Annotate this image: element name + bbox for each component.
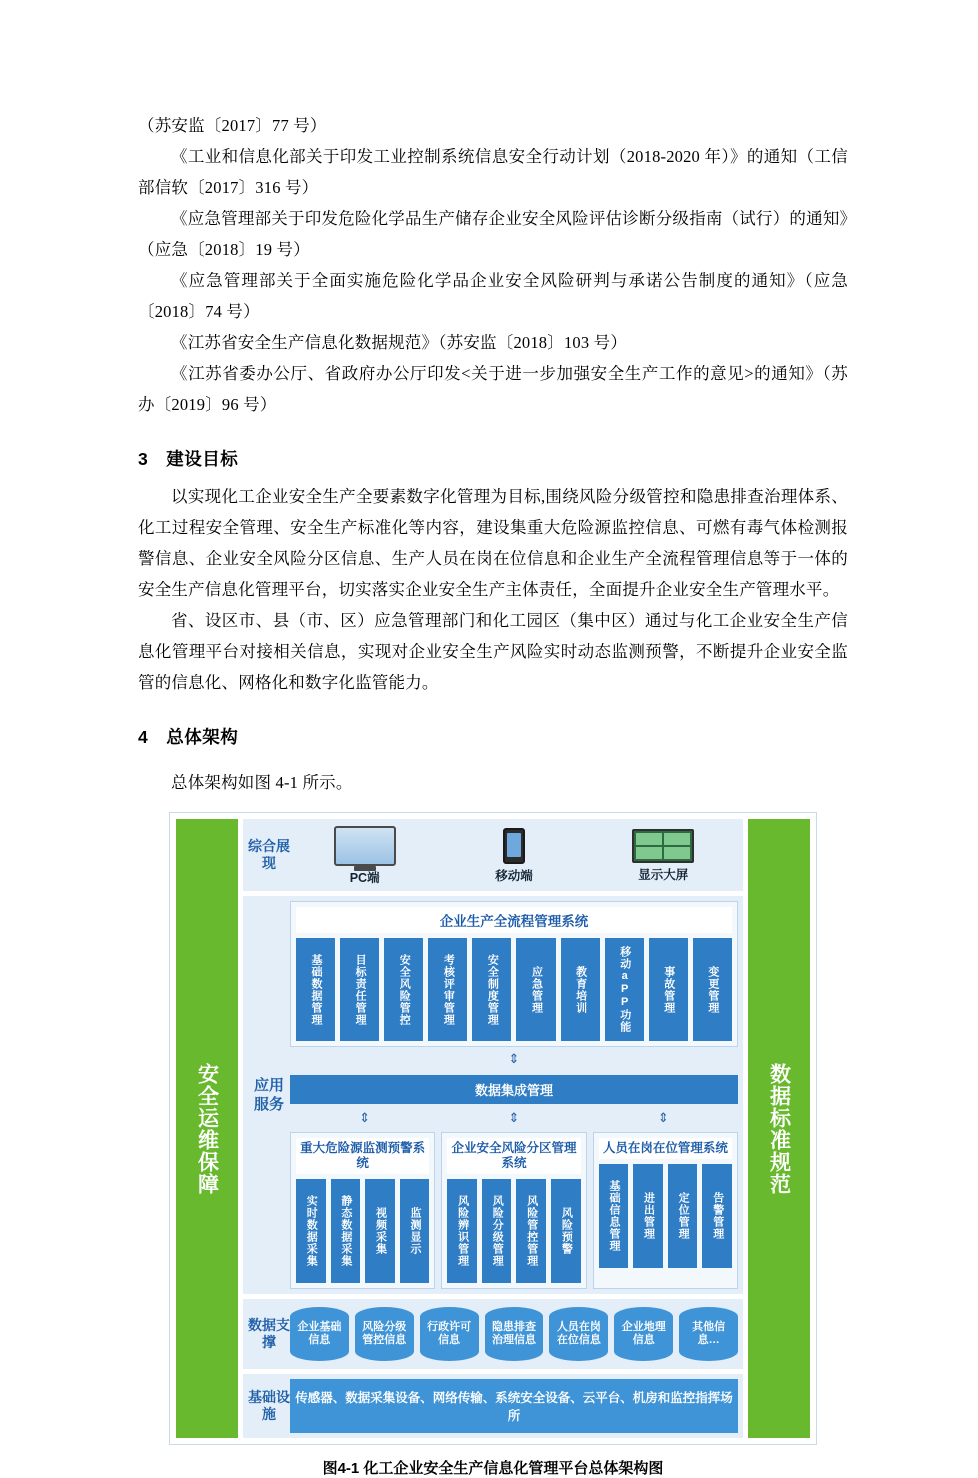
row-comprehensive-display bbox=[243, 819, 743, 891]
panel-title-personnel: 人员在岗在位管理系统 bbox=[599, 1138, 732, 1159]
data-other[interactable]: 其他信息… bbox=[679, 1307, 738, 1361]
module-risk-grading[interactable]: 风险分级管理 bbox=[482, 1179, 512, 1283]
module-video-collection[interactable]: 视频采集 bbox=[365, 1179, 395, 1283]
figure-caption: 图4-1 化工企业安全生产信息化管理平台总体架构图 bbox=[322, 1460, 664, 1477]
panel-title-risk-zone: 企业安全风险分区管理系统 bbox=[447, 1138, 580, 1174]
module-target-responsibility[interactable]: 目标责任管理 bbox=[340, 938, 379, 1041]
row-label-application: 应用服务 bbox=[253, 1077, 284, 1113]
module-realtime-data-collection[interactable]: 实时数据采集 bbox=[296, 1179, 326, 1283]
module-change[interactable]: 变更管理 bbox=[693, 938, 732, 1041]
display-caption-pc: PC端 bbox=[349, 871, 380, 885]
module-risk-control[interactable]: 安全风险管控 bbox=[384, 938, 423, 1041]
integration-bar: 数据集成管理 bbox=[290, 1075, 738, 1104]
module-risk-control-mgmt[interactable]: 风险管控管理 bbox=[516, 1179, 546, 1283]
right-band-data-standards: 数据标准规范 bbox=[748, 819, 810, 1438]
module-basic-data[interactable]: 基础数据管理 bbox=[296, 938, 335, 1041]
panel-risk-zone-management bbox=[441, 1132, 586, 1289]
mobile-phone-icon bbox=[503, 828, 525, 864]
row-data-support bbox=[243, 1299, 743, 1369]
row-label-display: 综合展现 bbox=[248, 838, 290, 871]
up-down-arrow-icon-2: ⇕ bbox=[508, 1110, 520, 1126]
row-infrastructure bbox=[243, 1374, 743, 1438]
up-down-arrow-icon-1: ⇕ bbox=[359, 1110, 371, 1126]
module-safety-system[interactable]: 安全制度管理 bbox=[472, 938, 511, 1041]
diagram-center-column bbox=[238, 819, 748, 1438]
section-title-3: 建设目标 bbox=[166, 449, 239, 469]
display-item-mobile bbox=[454, 828, 574, 884]
row-label-data-support: 数据支撑 bbox=[248, 1317, 290, 1350]
module-accident[interactable]: 事故管理 bbox=[649, 938, 688, 1041]
reference-line-2: 《工业和信息化部关于印发工业控制系统信息安全行动计划（2018-2020 年）》的通知（工信部信软〔2017〕316 号） bbox=[138, 147, 848, 197]
display-item-pc bbox=[305, 826, 425, 886]
display-caption-mobile: 移动端 bbox=[495, 869, 533, 883]
arrow-up-down-top bbox=[290, 1053, 738, 1069]
row-label-infrastructure: 基础设施 bbox=[248, 1389, 290, 1422]
reference-line-3: 《应急管理部关于印发危险化学品生产储存企业安全风险评估诊断分级指南（试行）的通知》（应急〔2018〕19 号） bbox=[138, 209, 848, 259]
module-personnel-basic-info[interactable]: 基础信息管理 bbox=[599, 1164, 629, 1268]
data-personnel-on-duty[interactable]: 人员在岗在位信息 bbox=[549, 1307, 608, 1361]
module-risk-identification[interactable]: 风险辨识管理 bbox=[447, 1179, 477, 1283]
infrastructure-bar: 传感器、数据采集设备、网络传输、系统安全设备、云平台、机房和监控指挥场所 bbox=[290, 1379, 738, 1433]
full-process-cells bbox=[296, 938, 732, 1041]
module-emergency[interactable]: 应急管理 bbox=[516, 938, 555, 1041]
up-down-arrow-icon-3: ⇕ bbox=[657, 1110, 669, 1126]
reference-line-1: （苏安监〔2017〕77 号） bbox=[138, 116, 327, 135]
data-risk-grading-control[interactable]: 风险分级管控信息 bbox=[355, 1307, 414, 1361]
data-enterprise-basic[interactable]: 企业基础信息 bbox=[290, 1307, 349, 1361]
large-display-icon bbox=[632, 829, 694, 863]
module-risk-warning[interactable]: 风险预警 bbox=[551, 1179, 581, 1283]
data-hazard-investigation[interactable]: 隐患排查治理信息 bbox=[485, 1307, 544, 1361]
left-band-operations-maintenance: 安全运维保障 bbox=[176, 819, 238, 1438]
row-application-services bbox=[243, 896, 743, 1294]
panel-title-major-hazard: 重大危险源监测预警系统 bbox=[296, 1138, 429, 1174]
reference-line-5: 《江苏省安全生产信息化数据规范》（苏安监〔2018〕103 号） bbox=[171, 333, 628, 352]
module-monitor-display[interactable]: 监测显示 bbox=[400, 1179, 430, 1283]
architecture-diagram bbox=[169, 812, 817, 1445]
panel-title-full-process: 企业生产全流程管理系统 bbox=[296, 907, 732, 933]
module-education-training[interactable]: 教育培训 bbox=[561, 938, 600, 1041]
display-caption-bigscreen: 显示大屏 bbox=[638, 868, 689, 882]
module-entry-exit[interactable]: 进出管理 bbox=[633, 1164, 663, 1268]
section-number-3: 3 bbox=[138, 449, 149, 469]
arrow-row-bottom bbox=[290, 1110, 738, 1126]
pc-monitor-icon bbox=[334, 826, 396, 866]
section-heading-4 bbox=[138, 724, 848, 749]
architecture-figure bbox=[138, 812, 848, 1445]
panel-full-process-system bbox=[290, 901, 738, 1047]
up-down-arrow-icon: ⇕ bbox=[508, 1052, 520, 1067]
section-heading-3 bbox=[138, 446, 848, 471]
reference-line-6: 《江苏省委办公厅、省政府办公厅印发<关于进一步加强安全生产工作的意见>的通知》（苏办〔2019〕96 号） bbox=[138, 364, 848, 414]
subsystem-panels bbox=[290, 1132, 738, 1289]
module-static-data-collection[interactable]: 静态数据采集 bbox=[331, 1179, 361, 1283]
section-3-paragraph-1: 以实现化工企业安全生产全要素数字化管理为目标,围绕风险分级管控和隐患排查治理体系、化工过程安全管理、安全生产标准化等内容，建设集重大危险源监控信息、可燃有毒气体检测报警信息、企业安全风险分区信息、生产人员在岗在位信息和企业生产全流程管理信息等于一体的安全生产信息化管理平台，切实落实企业安全生产主体责任，全面提升企业安全生产管理水平。 bbox=[138, 487, 848, 599]
module-assessment-review[interactable]: 考核评审管理 bbox=[428, 938, 467, 1041]
data-administrative-license[interactable]: 行政许可信息 bbox=[420, 1307, 479, 1361]
section-number-4: 4 bbox=[138, 727, 149, 747]
data-enterprise-geo[interactable]: 企业地理信息 bbox=[614, 1307, 673, 1361]
section-4-paragraph-1: 总体架构如图 4-1 所示。 bbox=[171, 773, 353, 792]
module-alarm[interactable]: 告警管理 bbox=[702, 1164, 732, 1268]
panel-major-hazard-monitoring bbox=[290, 1132, 435, 1289]
display-item-bigscreen bbox=[603, 829, 723, 883]
section-title-4: 总体架构 bbox=[166, 727, 239, 747]
data-support-items bbox=[290, 1304, 738, 1364]
reference-line-4: 《应急管理部关于全面实施危险化学品企业安全风险研判与承诺公告制度的通知》（应急〔2018〕74 号） bbox=[138, 271, 848, 321]
module-positioning[interactable]: 定位管理 bbox=[668, 1164, 698, 1268]
section-3-paragraph-2: 省、设区市、县（市、区）应急管理部门和化工园区（集中区）通过与化工企业安全生产信息化管理平台对接相关信息，实现对企业安全生产风险实时动态监测预警，不断提升企业安全监管的信息化、网格化和数字化监管能力。 bbox=[138, 611, 848, 692]
panel-personnel-on-duty bbox=[593, 1132, 738, 1289]
module-mobile-app[interactable]: 移动aPP功能 bbox=[605, 938, 644, 1041]
